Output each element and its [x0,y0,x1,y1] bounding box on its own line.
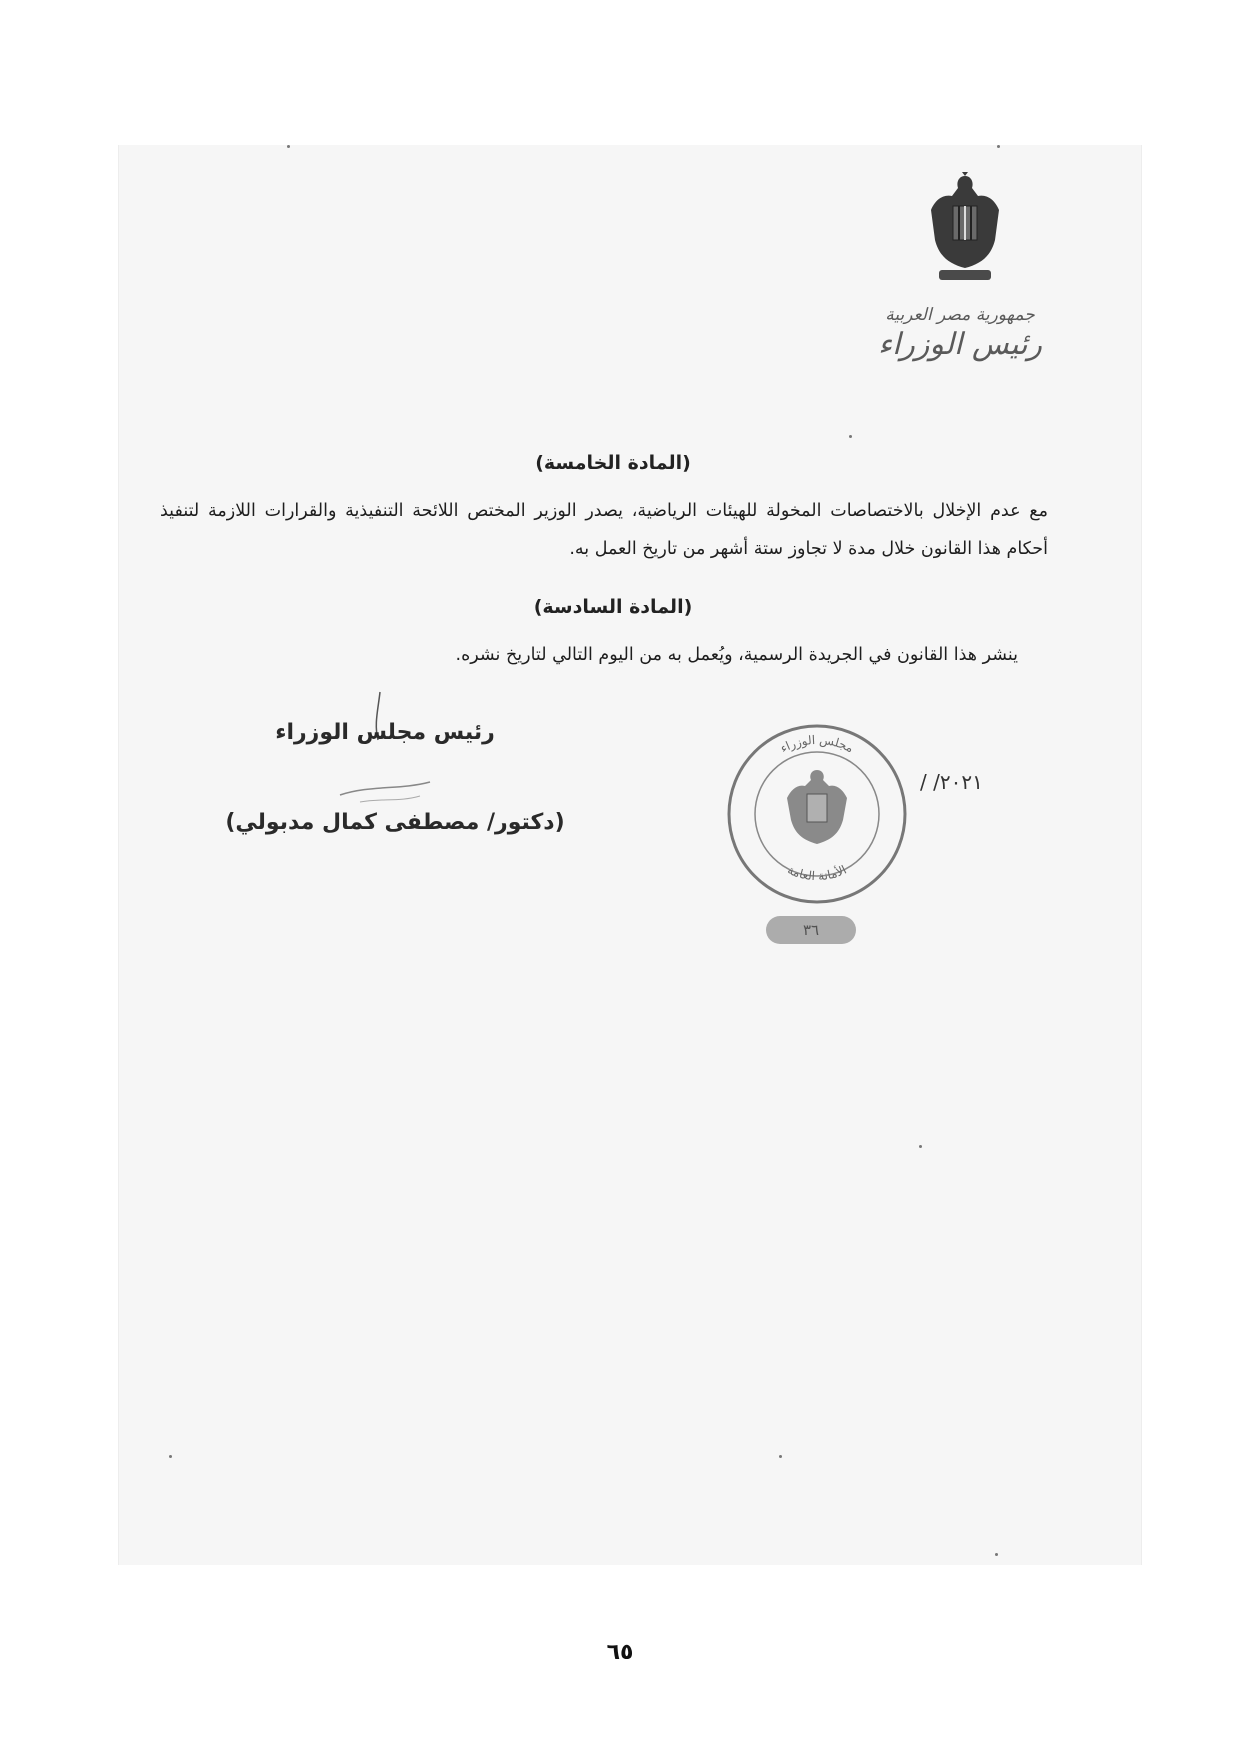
seal-bottom-text: الأمانة العامة [785,862,849,884]
svg-text:الأمانة العامة [785,863,848,884]
stamp-number: ٣٦ [766,916,856,944]
scan-speck [779,1455,782,1458]
article6-body: ينشر هذا القانون في الجريدة الرسمية، ويُعمل به من اليوم التالي لتاريخ نشره. [455,645,1018,665]
scan-speck [919,1145,922,1148]
official-seal [725,722,910,907]
scan-speck [287,145,290,148]
article5-body: مع عدم الإخلال بالاختصاصات المخولة للهيئات الرياضية، يصدر الوزير المختص اللائحة التنفيذية والقرارات اللازمة لتنفيذ أحكام هذا القانون خلال مدة لا تجاوز ستة أشهر من تاريخ العمل به. [160,501,1048,559]
signer-title: رئيس مجلس الوزراء [275,720,495,745]
letterhead-office: رئيس الوزراء [877,327,1043,362]
scan-speck [169,1455,172,1458]
letterhead [860,305,1060,362]
date-line: / /٢٠٢١ [920,770,983,794]
signature-scribble [300,690,460,820]
article6-title: (المادة السادسة) [533,596,693,618]
signer-name: (دكتور/ مصطفى كمال مدبولي) [225,810,565,835]
eagle-emblem-icon [925,170,1005,290]
article5-title: (المادة الخامسة) [535,452,691,474]
scan-speck [995,1553,998,1556]
seal-top-text: مجلس الوزراء [777,732,856,756]
scan-speck [849,435,852,438]
scan-speck [997,145,1000,148]
page-number: ٦٥ [606,1640,634,1665]
letterhead-republic: جمهورية مصر العربية [885,305,1035,325]
